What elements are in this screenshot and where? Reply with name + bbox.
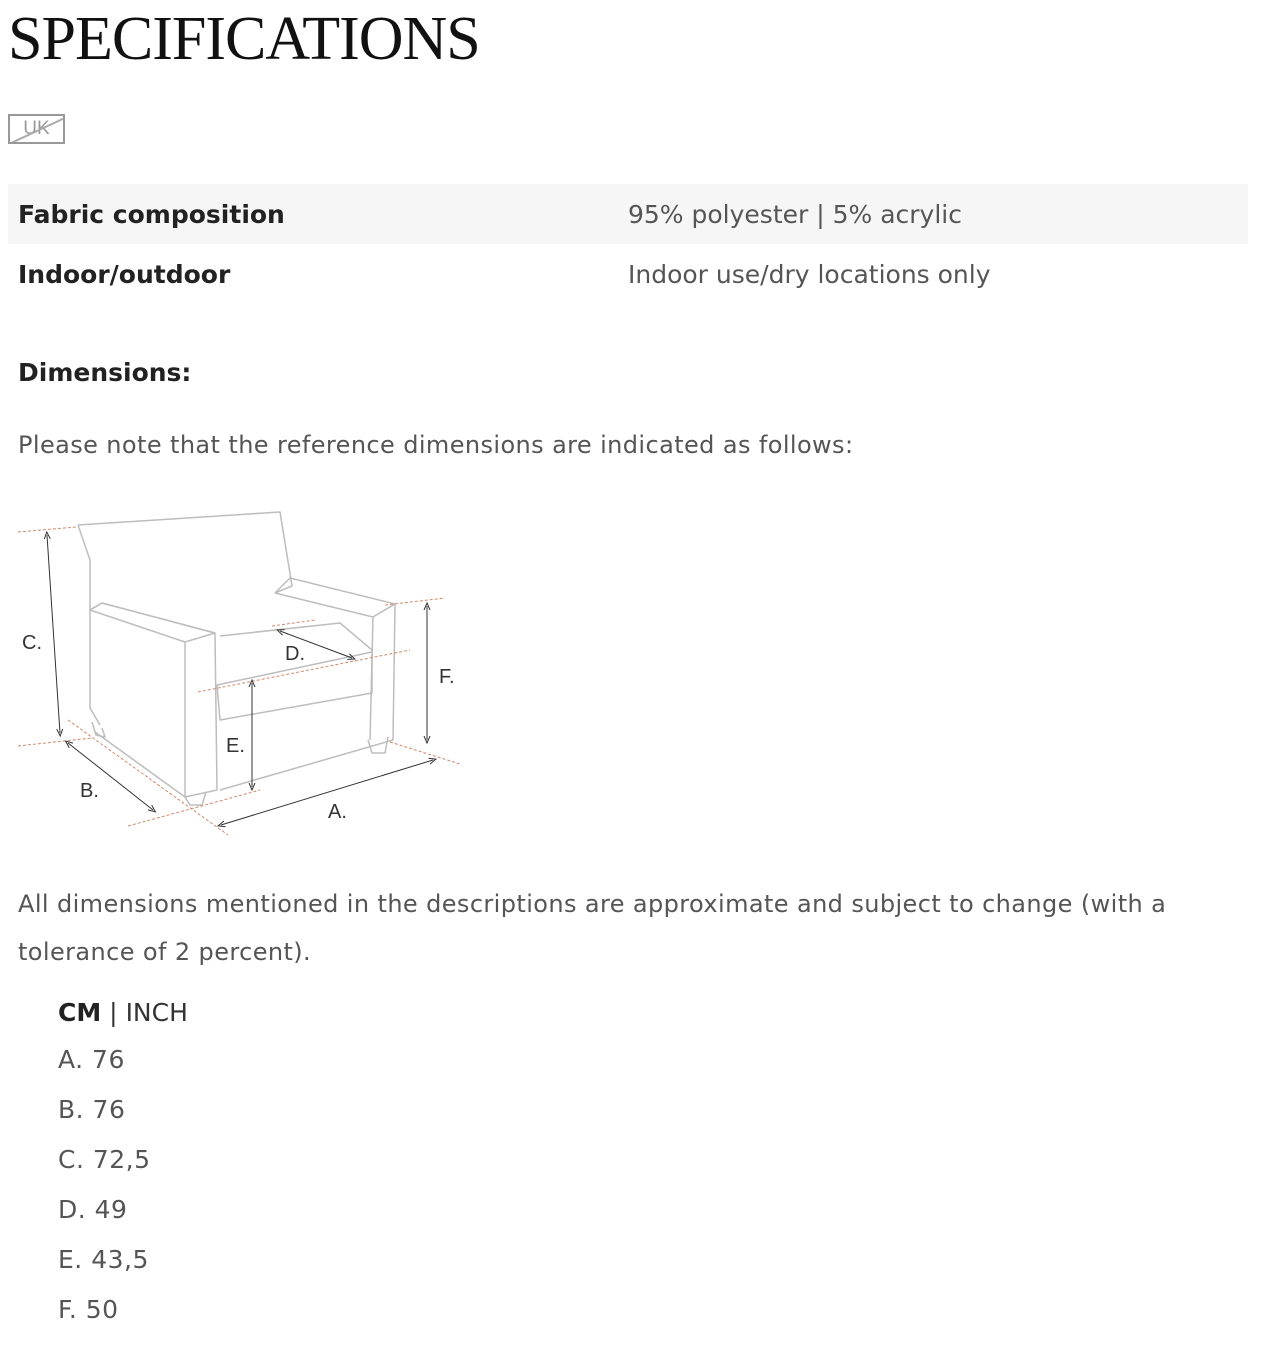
spec-row-fabric	[8, 184, 1248, 244]
spec-value: 95% polyester | 5% acrylic	[628, 199, 962, 229]
unit-toggle	[58, 998, 188, 1027]
diagram-label-c: C.	[22, 632, 42, 654]
diagram-label-b: B.	[80, 780, 99, 802]
dimension-value-c: C. 72,5	[58, 1145, 151, 1174]
spec-row-indoor-outdoor	[8, 244, 1248, 304]
unit-cm-option[interactable]: CM	[58, 998, 102, 1027]
page-title: SPECIFICATIONS	[8, 5, 480, 73]
dimension-value-f: F. 50	[58, 1295, 119, 1324]
armchair-dimension-diagram	[10, 500, 470, 845]
diagram-label-f: F.	[439, 666, 455, 688]
dimensions-heading: Dimensions:	[18, 358, 192, 387]
diagram-label-e: E.	[226, 735, 245, 757]
unit-inch-option[interactable]: INCH	[125, 998, 188, 1027]
spec-value: Indoor use/dry locations only	[628, 259, 991, 289]
uk-flag-icon	[8, 114, 65, 144]
flag-label: UK	[23, 118, 50, 139]
specifications-table	[8, 184, 1248, 304]
unit-separator: |	[101, 998, 126, 1027]
dimensions-note: Please note that the reference dimensions are indicated as follows:	[18, 431, 854, 459]
spec-label: Indoor/outdoor	[18, 259, 231, 289]
tolerance-note: All dimensions mentioned in the descriptions are approximate and subject to change (with a tolerance of 2 percent).	[18, 890, 1167, 966]
spec-label: Fabric composition	[18, 199, 285, 229]
dimension-values-list	[58, 1040, 151, 1340]
dimension-value-a: A. 76	[58, 1045, 125, 1074]
dimension-value-d: D. 49	[58, 1195, 128, 1224]
dimension-value-e: E. 43,5	[58, 1245, 149, 1274]
diagram-label-a: A.	[328, 801, 347, 823]
diagram-label-d: D.	[285, 643, 305, 665]
dimension-value-b: B. 76	[58, 1095, 126, 1124]
